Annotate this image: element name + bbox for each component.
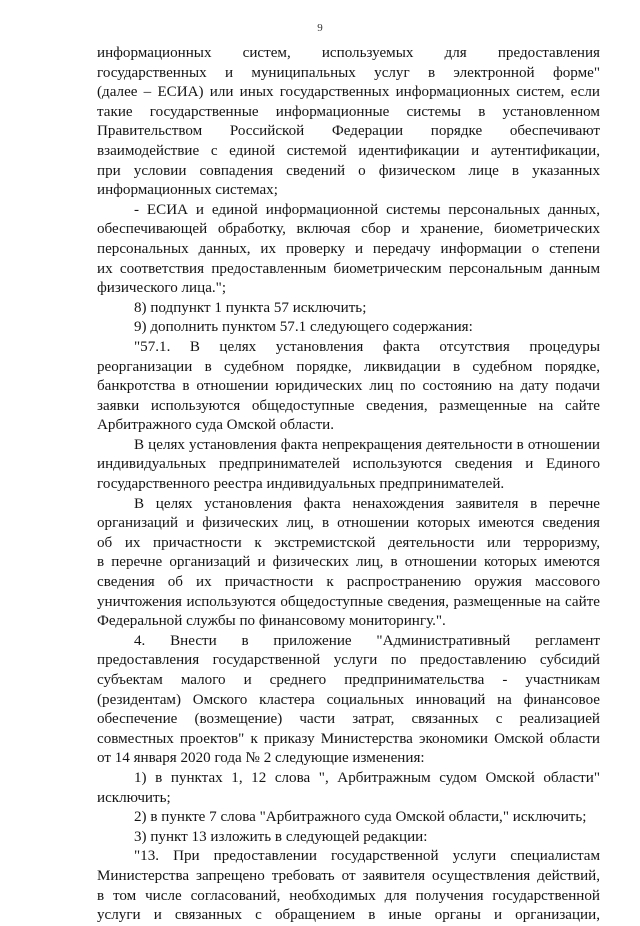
text-line: исключить; <box>97 789 171 806</box>
text-line: об их причастности к экстремистской деятельности или терроризму, <box>97 534 600 551</box>
text-line: реорганизации в судебном порядке, ликвидации в судебном порядке, <box>97 358 600 375</box>
text-line: Правительством Российской Федерации порядке обеспечивают <box>97 123 600 140</box>
text-line: банкротства в отношении юридических лиц по состоянию на дату подачи <box>97 378 600 395</box>
text-line: организаций и физических лиц, в отношении которых имеются сведения <box>97 515 600 532</box>
text-line: информационных системах; <box>97 182 278 199</box>
text-line: индивидуальных предпринимателей используются сведения и Единого <box>97 456 600 473</box>
text-line: государственных и муниципальных услуг в электронной форме" <box>97 64 600 81</box>
text-line: в перечне организаций и физических лиц, в отношении которых имеются <box>97 554 600 571</box>
text-line: предоставления государственной услуги по предоставлению субсидий <box>97 652 600 669</box>
text-line: "13. При предоставлении государственной услуги специалистам <box>134 848 600 865</box>
text-line: (резидентам) Омского кластера социальных инноваций на финансовое <box>97 691 600 708</box>
text-line: при условии совпадения сведений о физическом лице в указанных <box>97 162 600 179</box>
text-line: "57.1. В целях установления факта отсутствия процедуры <box>134 338 600 355</box>
text-line: уничтожения используются общедоступные сведения, размещенные на сайте <box>97 593 600 610</box>
text-line: 9) дополнить пунктом 57.1 следующего содержания: <box>134 319 473 336</box>
text-line: (далее – ЕСИА) или иных государственных информационных систем, если <box>97 84 600 101</box>
text-line: физического лица."; <box>97 280 227 297</box>
text-line: услуги и связанных с обращением в иные органы и организации, <box>97 907 600 924</box>
text-line: от 14 января 2020 года № 2 следующие изменения: <box>97 750 425 767</box>
text-line: государственного реестра индивидуальных предпринимателей. <box>97 476 505 493</box>
text-line: в том числе согласований, необходимых для получения государственной <box>97 887 600 904</box>
text-line: 4. Внести в приложение "Административный регламент <box>134 632 600 649</box>
text-line: их соответствия предоставленным биометрическим персональным данным <box>97 260 600 277</box>
text-line: взаимодействие с единой системой идентификации и аутентификации, <box>97 142 600 159</box>
text-line: заявки используются общедоступные сведения, размещенные на сайте <box>97 397 600 414</box>
text-line: Министерства запрещено требовать от заявителя осуществления действий, <box>97 867 600 884</box>
page-number: 9 <box>317 22 323 34</box>
text-line: 2) в пункте 7 слова "Арбитражного суда Омской области," исключить; <box>134 809 587 826</box>
text-line: совместных проектов" к приказу Министерства экономики Омской области <box>97 730 600 747</box>
text-line: персональных данных, их проверку и передачу информации о степени <box>97 240 600 257</box>
text-line: Арбитражного суда Омской области. <box>97 417 335 434</box>
document-body <box>97 44 600 926</box>
text-line: 8) подпункт 1 пункта 57 исключить; <box>134 299 367 316</box>
text-line: В целях установления факта непрекращения деятельности в отношении <box>134 436 600 453</box>
text-line: 1) в пунктах 1, 12 слова ", Арбитражным судом Омской области" <box>134 769 600 786</box>
text-line: такие государственные информационные системы в установленном <box>97 103 600 120</box>
text-line: В целях установления факта ненахождения заявителя в перечне <box>134 495 600 512</box>
text-line: обеспечивающей обработку, включая сбор и хранение, биометрических <box>97 221 600 238</box>
text-line: обеспечение (возмещение) части затрат, связанных с реализацией <box>97 711 600 728</box>
text-line: информационных систем, используемых для предоставления <box>97 45 600 61</box>
text-line: Федеральной службы по финансовому мониторингу.". <box>97 613 446 630</box>
text-line: сведения об их причастности к распространению оружия массового <box>97 574 600 591</box>
text-line: субъектам малого и среднего предпринимательства - участникам <box>97 672 600 688</box>
text-line: 3) пункт 13 изложить в следующей редакции: <box>134 828 428 845</box>
text-line: - ЕСИА и единой информационной системы персональных данных, <box>134 201 600 218</box>
